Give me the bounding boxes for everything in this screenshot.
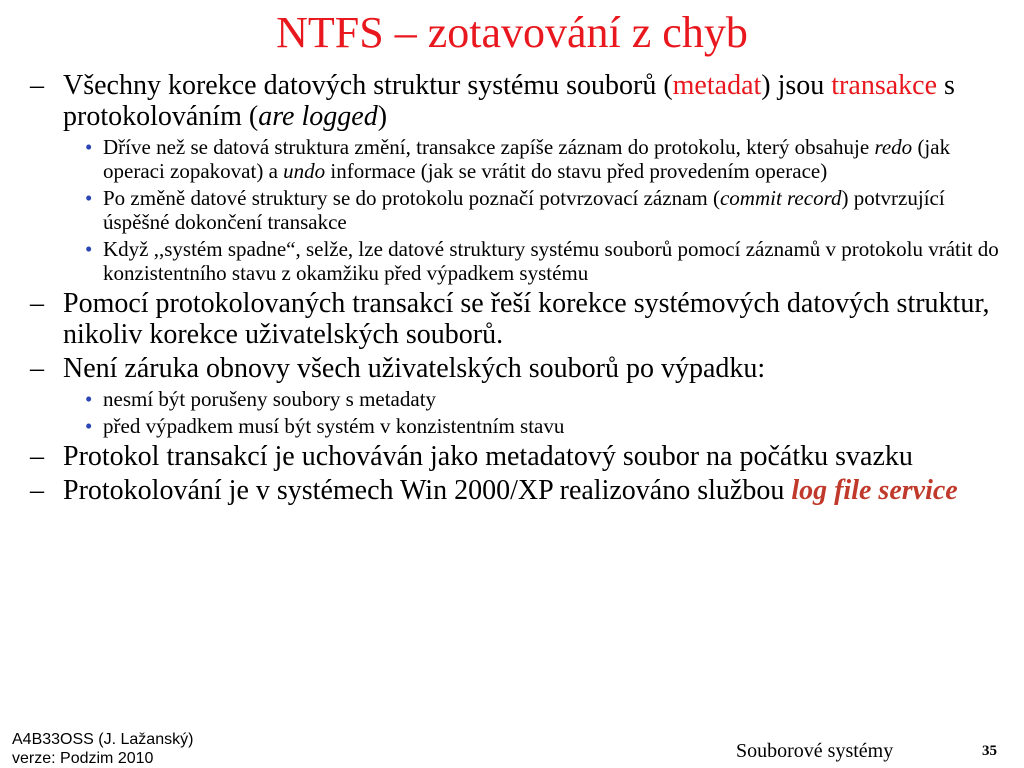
bullet-dot-icon: • [85,135,93,159]
dash-marker: – [30,70,44,101]
bullet-item [30,353,1010,384]
bullet-item [30,288,1010,350]
footer-version: verze: Podzim 2010 [12,750,154,767]
slide-content [30,70,1010,509]
text-segment: log file service [791,475,958,506]
bullet-item [30,441,1010,472]
bullet-item [30,70,1010,132]
text-segment: Není záruka obnovy všech uživatelských souborů po výpadku: [63,353,766,384]
footer-course: A4B33OSS (J. Lažanský) [12,731,194,748]
text-segment: nesmí být porušeny soubory s metadaty [103,387,437,411]
text-segment: informace (jak se vrátit do stavu před provedením operace) [325,159,828,183]
sub-bullet-item [30,186,1010,234]
text-segment: metadat [672,70,762,101]
text-segment: redo [874,135,913,159]
bullet-item [30,475,1010,506]
text-segment: ) potvrzující úspěšné dokončení transakce [103,186,945,234]
slide-title: NTFS – zotavování z chyb [276,8,748,57]
text-segment: Když ,,systém spadne“, selže, lze datové struktury systému souborů pomocí záznamů v protokolu vrátit do konzistentního stavu z okamžiku před výpadkem systému [103,237,999,285]
text-segment: are logged [258,101,378,132]
dash-marker: – [30,288,44,319]
sub-bullet-item [30,135,1010,183]
page-number: 35 [982,743,997,759]
text-segment: ) jsou [761,70,832,101]
bullet-dot-icon: • [85,237,93,261]
text-segment: před výpadkem musí být systém v konzistentním stavu [103,414,565,438]
text-segment: Dříve než se datová struktura změní, transakce zapíše záznam do protokolu, který obsahuje [103,135,875,159]
text-segment: Protokol transakcí je uchováván jako metadatový soubor na počátku svazku [63,441,913,472]
bullet-dot-icon: • [85,186,93,210]
sub-bullet-item [30,414,1010,438]
footer-topic: Souborové systémy [736,740,894,762]
bullet-dot-icon: • [85,414,93,438]
dash-marker: – [30,353,44,384]
dash-marker: – [30,441,44,472]
text-segment: undo [283,159,326,183]
text-segment: Protokolování je v systémech Win 2000/XP realizováno službou [63,475,792,506]
text-segment: Pomocí protokolovaných transakcí se řeší korekce systémových datových struktur, nikoliv korekce uživatelských souborů. [63,288,990,350]
text-segment: ) [377,101,388,132]
sub-bullet-item [30,387,1010,411]
bullet-dot-icon: • [85,387,93,411]
footer-course-info [12,730,193,768]
dash-marker: – [30,475,44,506]
text-segment: Po změně datové struktury se do protokolu poznačí potvrzovací záznam ( [103,186,720,210]
sub-bullet-item [30,237,1010,285]
text-segment: commit record [719,186,842,210]
text-segment: transakce [831,70,937,101]
text-segment: s protokolováním ( [63,70,955,132]
text-segment: Všechny korekce datových struktur systému souborů ( [63,70,673,101]
text-segment: (jak operaci zopakovat) a [103,135,951,183]
